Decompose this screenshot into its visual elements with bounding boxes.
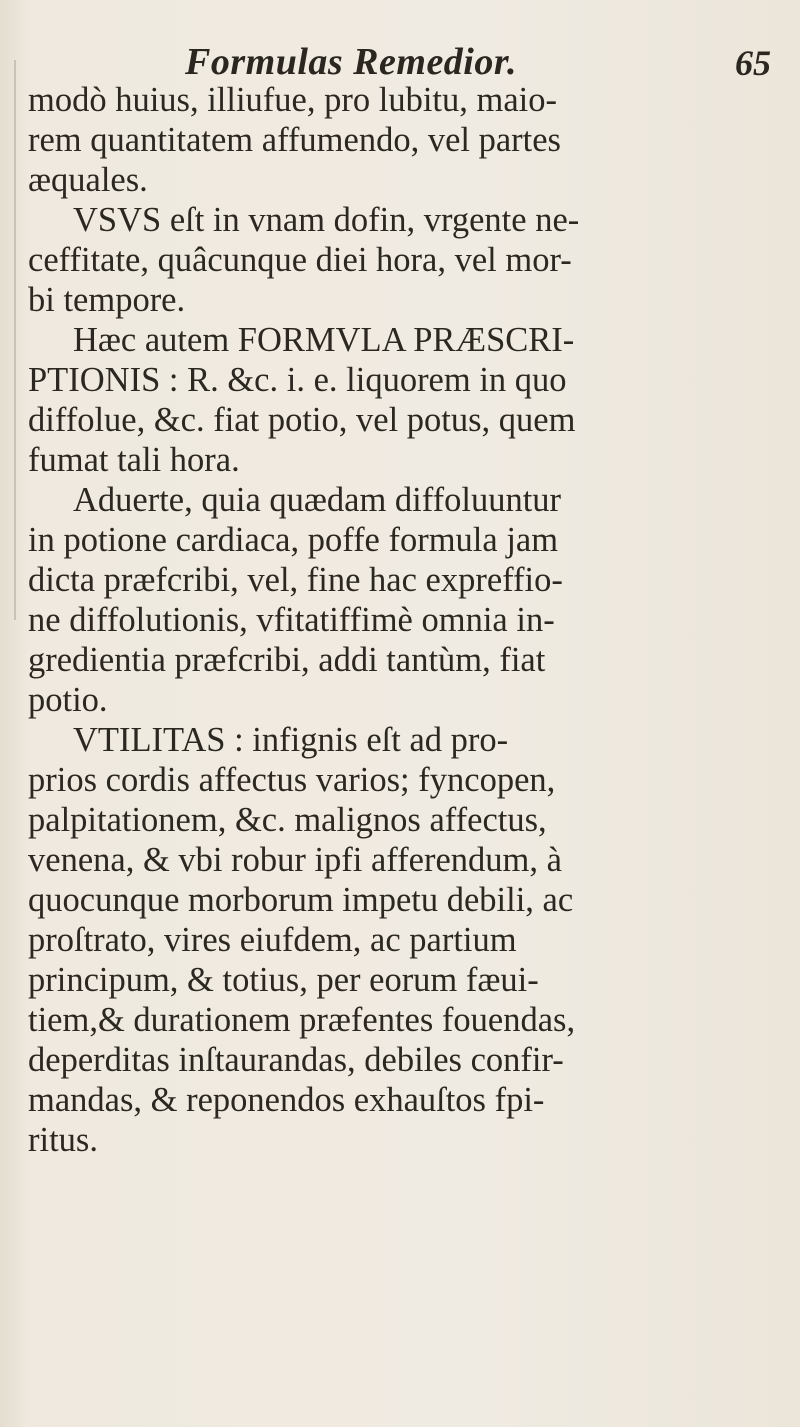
text-line: venena, & vbi robur ipfi afferendum, à	[28, 841, 562, 879]
text-line: rem quantitatem affumendo, vel partes	[28, 121, 561, 159]
text-line: bi tempore.	[28, 281, 186, 319]
text-line: deperditas inſtaurandas, debiles confir-	[28, 1041, 564, 1079]
text-line: diffolue, &c. fiat potio, vel potus, quem	[28, 401, 576, 439]
text-line: in potione cardiaca, poffe formula jam	[28, 521, 559, 559]
text-line: modò huius, illiufue, pro lubitu, maio-	[28, 81, 557, 119]
text-line: proſtrato, vires eiufdem, ac partium	[28, 921, 517, 959]
text-line: æquales.	[28, 161, 148, 199]
text-line: dicta præfcribi, vel, fine hac expreffio-	[28, 561, 563, 599]
text-line: ceffitate, quâcunque diei hora, vel mor-	[28, 241, 572, 279]
text-line: ritus.	[28, 1121, 98, 1159]
text-line: ne diffolutionis, vfitatiffimè omnia in-	[28, 601, 555, 639]
text-line: palpitationem, &c. malignos affectus,	[28, 801, 547, 839]
text-line: VTILITAS : infignis eſt ad pro-	[73, 721, 509, 759]
body-text	[28, 80, 788, 1160]
text-line: VSVS eſt in vnam dofin, vrgente ne-	[73, 201, 580, 239]
binding-edge	[14, 60, 16, 620]
text-line: principum, & totius, per eorum fæui-	[28, 961, 539, 999]
text-line: quocunque morborum impetu debili, ac	[28, 881, 574, 919]
text-line: PTIONIS : R. &c. i. e. liquorem in quo	[28, 361, 567, 399]
text-line: Aduerte, quia quædam diffoluuntur	[73, 481, 562, 519]
text-line: Hæc autem FORMVLA PRÆSCRI-	[73, 321, 575, 359]
page-number: 65	[735, 43, 771, 83]
text-line: gredientia præfcribi, addi tantùm, fiat	[28, 641, 546, 679]
running-title: Formulas Remedior.	[185, 41, 518, 83]
text-line: fumat tali hora.	[28, 441, 240, 479]
text-line: potio.	[28, 681, 108, 719]
text-line: tiem,& durationem præfentes fouendas,	[28, 1001, 576, 1039]
text-line: mandas, & reponendos exhauſtos fpi-	[28, 1081, 545, 1119]
text-line: prios cordis affectus varios; fyncopen,	[28, 761, 556, 799]
